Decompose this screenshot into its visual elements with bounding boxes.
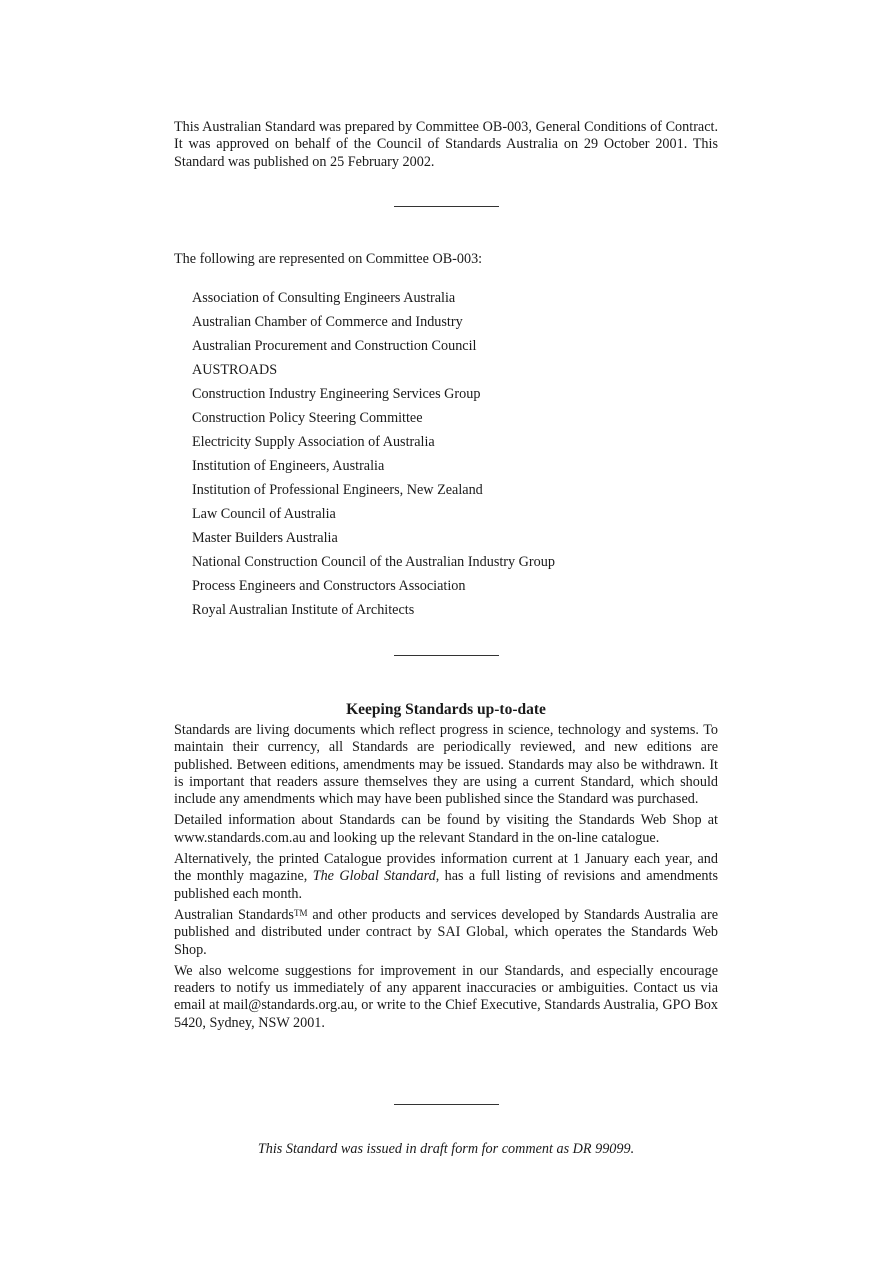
- section-heading: Keeping Standards up-to-date: [346, 701, 546, 718]
- committee-member: Construction Policy Steering Committee: [192, 410, 423, 426]
- body-paragraph: [174, 851, 718, 903]
- committee-member: Institution of Engineers, Australia: [192, 458, 385, 474]
- paragraph-text: Australian Standards: [174, 906, 294, 923]
- committee-member: AUSTROADS: [192, 362, 278, 378]
- committee-member: Electricity Supply Association of Australia: [192, 434, 435, 450]
- committee-member: Process Engineers and Constructors Association: [192, 578, 466, 594]
- committee-member: Association of Consulting Engineers Australia: [192, 290, 456, 306]
- committee-member: Law Council of Australia: [192, 506, 336, 522]
- section-divider: [394, 655, 499, 656]
- draft-note: This Standard was issued in draft form for comment as DR 99099.: [257, 1141, 635, 1157]
- section-divider: [394, 206, 499, 207]
- body-paragraph: [174, 907, 718, 959]
- committee-member: Australian Chamber of Commerce and Industry: [192, 314, 463, 330]
- body-paragraph: Detailed information about Standards can be found by visiting the Standards Web Shop at www.standards.com.au and looking up the relevant Standard in the on-line catalogue.: [174, 812, 718, 846]
- preparation-statement: This Australian Standard was prepared by Committee OB-003, General Conditions of Contract. It was approved on behalf of the Council of Standards Australia on 29 October 2001. This Standard was published on 25 February 2002.: [174, 119, 718, 170]
- committee-member: Australian Procurement and Construction Council: [192, 338, 477, 354]
- committee-member: Construction Industry Engineering Services Group: [192, 386, 481, 402]
- body-paragraph: We also welcome suggestions for improvement in our Standards, and especially encourage readers to notify us immediately of any apparent inaccuracies or ambiguities. Contact us via email at mail@standards.org.au, or write to the Chief Executive, Standards Australia, GPO Box 5420, Sydney, NSW 2001.: [174, 962, 718, 1031]
- committee-member: National Construction Council of the Australian Industry Group: [192, 554, 555, 570]
- section-divider: [394, 1104, 499, 1105]
- trademark-symbol: TM: [293, 907, 308, 918]
- committee-member: Institution of Professional Engineers, New Zealand: [192, 482, 483, 498]
- magazine-title: The Global Standard: [312, 868, 436, 885]
- committee-member-list: [192, 290, 555, 626]
- committee-intro: The following are represented on Committee OB-003:: [174, 251, 483, 267]
- committee-member: Royal Australian Institute of Architects: [192, 602, 415, 618]
- paragraph-text: , has a full listing of revisions and amendments published each month.: [174, 868, 718, 902]
- keeping-standards-section: [174, 701, 718, 1036]
- committee-member: Master Builders Australia: [192, 530, 338, 546]
- body-paragraph: Standards are living documents which reflect progress in science, technology and systems. To maintain their currency, all Standards are periodically reviewed, and new editions are published. Between editions, amendments may be issued. Standards may also be withdrawn. It is important that readers assure themselves they are using a current Standard, which should include any amendments which may have been published since the Standard was purchased.: [174, 722, 718, 808]
- paragraph-text: and other products and services developed by Standards Australia are published and distributed under contract by SAI Global, which operates the Standards Web Shop.: [174, 906, 719, 958]
- paragraph-text: Alternatively, the printed Catalogue provides information current at 1 January each year, and the monthly magazine,: [174, 851, 718, 885]
